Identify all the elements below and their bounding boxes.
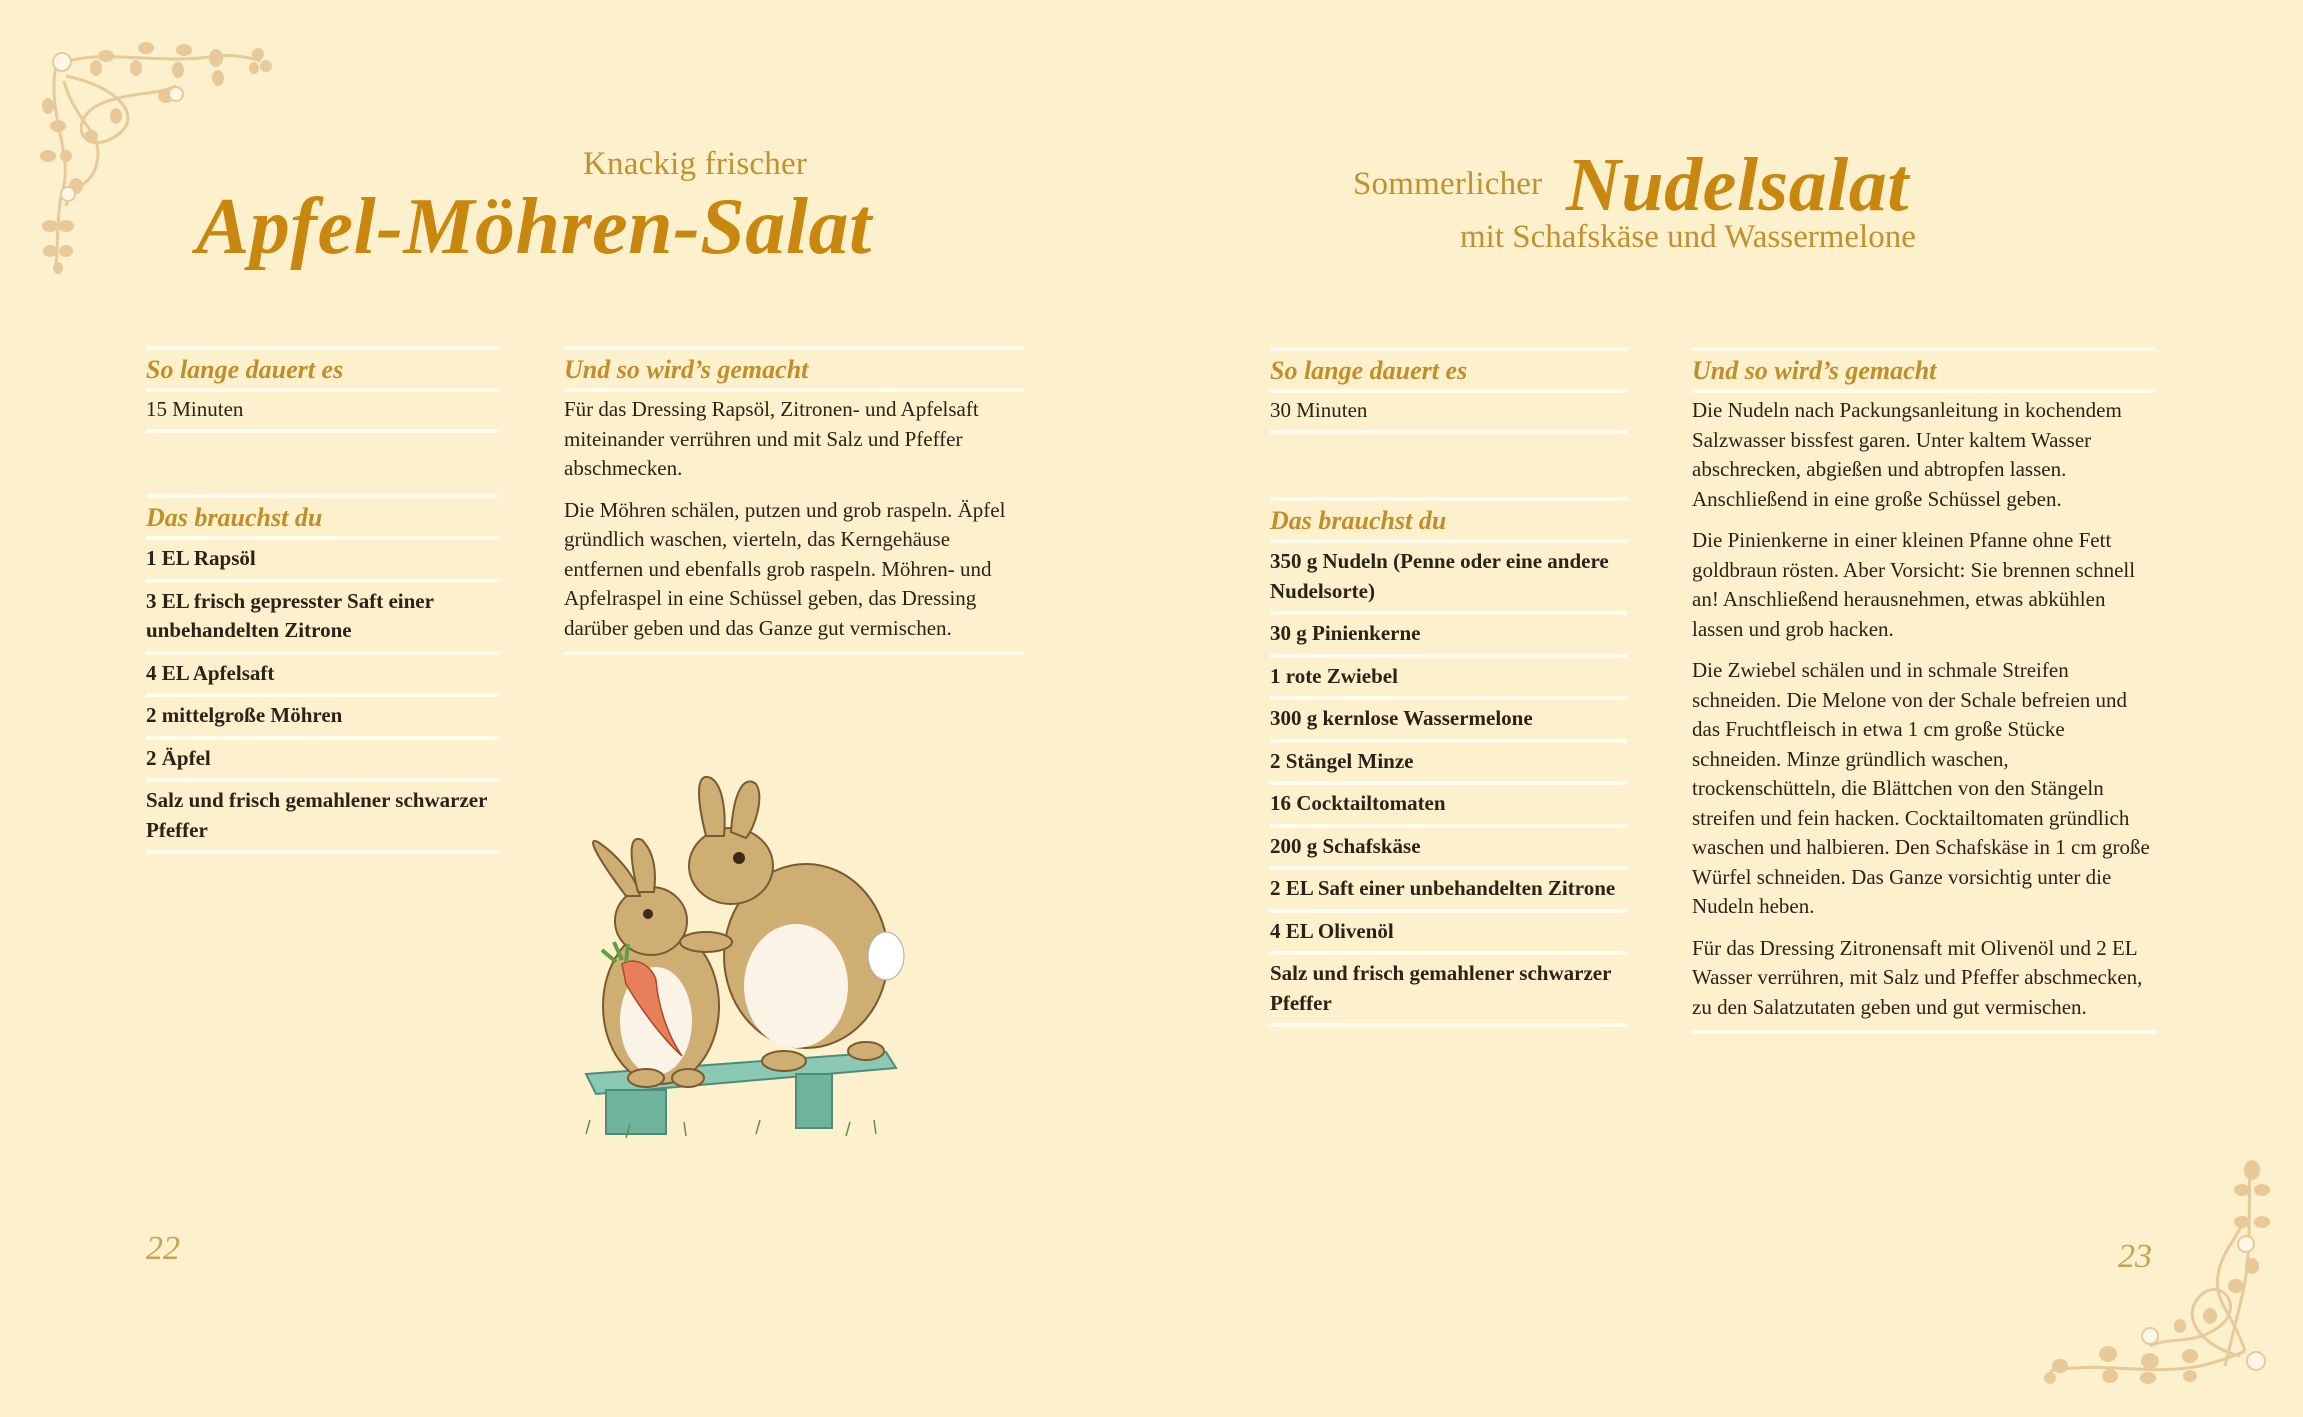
ingredient-item: 350 g Nudeln (Penne oder eine andere Nudelsorte) [1270,549,1609,603]
ingredients-section [1270,497,1627,1027]
time-value: 15 Minuten [146,397,244,421]
divider [146,850,499,854]
method-paragraph: Die Zwiebel schälen und in schmale Streifen schneiden. Die Melone von der Schale befreien und das Fruchtfleisch in etwa 1 cm große Stücke schneiden. Minze gründlich waschen, trockenschütteln, die Blättchen von den Stängeln streifen und fein hacken. Cocktailtomaten gründlich waschen und halbieren. Den Schafskäse in 1 cm große Würfel schneiden. Das Ganze vorsichtig unter die Nudeln heben. [1692,658,2150,918]
ingredient-item: 1 rote Zwiebel [1270,663,1398,688]
ingredient-item: Salz und frisch gemahlener schwarzer Pfeffer [146,788,488,842]
divider [564,651,1024,655]
recipe-kicker: Sommerlicher [1353,166,1543,202]
ingredient-item: 2 Äpfel [146,745,211,770]
page-number: 23 [2118,1238,2152,1275]
method-paragraph: Die Möhren schälen, putzen und grob raspeln. Äpfel gründlich waschen, vierteln, das Kerngehäuse entfernen und ebenfalls grob raspeln. Möhren- und Apfelraspel in eine Schüssel geben, das Dressing darüber geben und das Ganze gut vermischen. [564,497,1006,640]
method-heading: Und so wird’s gemacht [1692,356,1937,385]
rabbits-illustration [556,756,916,1156]
time-heading: So lange dauert es [1270,356,1468,385]
ingredient-item: 30 g Pinienkerne [1270,621,1421,645]
time-section [146,346,499,433]
ingredient-item: 3 EL frisch gepresster Saft einer unbehandelten Zitrone [146,588,434,642]
ingredient-item: 4 EL Olivenöl [1270,918,1394,943]
divider [1270,430,1627,434]
time-section [1270,347,1627,434]
divider [146,429,499,433]
page-number: 22 [146,1230,180,1267]
method-section [1692,347,2156,1034]
ingredients-section [146,494,499,854]
recipe-subtitle: mit Schafskäse und Wassermelone [1460,219,1916,255]
ingredients-heading: Das brauchst du [1270,506,1447,535]
recipe-title: Apfel-Möhren-Salat [196,183,872,271]
ingredients-heading: Das brauchst du [146,503,323,532]
ingredient-item: 300 g kernlose Wassermelone [1270,706,1533,730]
method-paragraph: Die Pinienkerne in einer kleinen Pfanne ohne Fett goldbraun rösten. Aber Vorsicht: Sie brennen schnell an! Anschließend herausnehmen, etwas abkühlen lassen und grob hacken. [1692,528,2136,641]
method-section [564,346,1024,655]
time-value: 30 Minuten [1270,398,1368,422]
ingredient-item: 2 EL Saft einer unbehandelten Zitrone [1270,876,1616,900]
ingredient-item: 4 EL Apfelsaft [146,660,275,685]
method-paragraph: Die Nudeln nach Packungsanleitung in kochendem Salzwasser bissfest garen. Unter kaltem Wasser abschrecken, abgießen und abtropfen lassen. Anschließend in eine große Schüssel geben. [1692,398,2122,511]
ingredient-item: 16 Cocktailtomaten [1270,791,1446,815]
time-heading: So lange dauert es [146,355,344,384]
ingredient-item: 200 g Schafskäse [1270,833,1421,858]
recipe-kicker: Knackig frischer [583,146,808,182]
ingredient-item: Salz und frisch gemahlener schwarzer Pfeffer [1270,961,1612,1015]
method-heading: Und so wird’s gemacht [564,355,809,384]
divider [1270,1023,1627,1027]
recipe-title: Nudelsalat [1566,143,1909,227]
ingredient-item: 1 EL Rapsöl [146,546,256,570]
floral-corner-ornament-icon [2030,1156,2280,1386]
method-paragraph: Für das Dressing Rapsöl, Zitronen- und Apfelsaft miteinander verrühren und mit Salz und Pfeffer abschmecken. [564,397,979,480]
divider [1692,1030,2156,1034]
ingredient-item: 2 mittelgroße Möhren [146,703,343,727]
method-paragraph: Für das Dressing Zitronensaft mit Olivenöl und 2 EL Wasser verrühren, mit Salz und Pfeffer abschmecken, zu den Salatzutaten geben und gut vermischen. [1692,935,2143,1019]
ingredient-item: 2 Stängel Minze [1270,748,1414,773]
